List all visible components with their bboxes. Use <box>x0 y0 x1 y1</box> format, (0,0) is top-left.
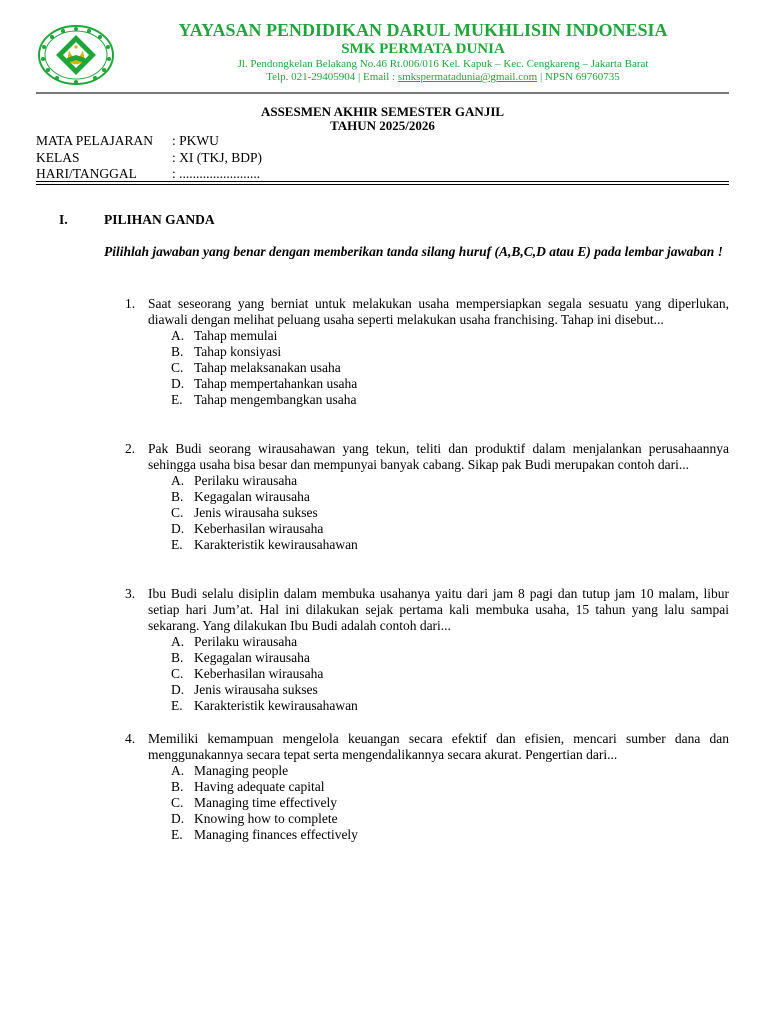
exam-title-line-1: ASSESMEN AKHIR SEMESTER GANJIL <box>260 104 505 119</box>
option-text: Tahap melaksanakan usaha <box>194 360 341 375</box>
option-e <box>171 537 729 553</box>
identity-label: KELAS <box>36 149 80 165</box>
option-e <box>171 698 729 714</box>
option-letter: D. <box>171 376 185 391</box>
letterhead-divider <box>36 92 729 94</box>
option-letter: C. <box>171 360 184 375</box>
option-a <box>171 763 729 779</box>
identity-label: MATA PELAJARAN <box>36 133 154 148</box>
option-list <box>171 473 729 553</box>
letterhead <box>118 20 728 84</box>
option-letter: B. <box>171 489 184 504</box>
school-contact <box>118 71 728 84</box>
option-text: Kegagalan wirausaha <box>194 489 310 504</box>
option-text: Kegagalan wirausaha <box>194 650 310 665</box>
option-letter: B. <box>171 650 184 665</box>
option-letter: A. <box>171 473 185 488</box>
option-text: Tahap mempertahankan usaha <box>194 376 358 391</box>
option-text: Jenis wirausaha sukses <box>194 505 318 520</box>
option-letter: C. <box>171 666 184 681</box>
option-c <box>171 795 729 811</box>
section-number: I. <box>59 212 68 227</box>
school-crest-icon <box>37 25 115 85</box>
school-address: Jl. Pendongkelan Belakang No.46 Rt.006/016 Kel. Kapuk – Kec. Cengkareng – Jakarta Barat <box>237 58 649 70</box>
option-b <box>171 779 729 795</box>
question-text: Ibu Budi selalu disiplin dalam membuka usahanya yaitu dari jam 8 pagi dan tutup jam 10 malam, libur setiap hari Jum’at. Hal ini dilakukan sejak pertama kali membuka usaha, 15 tahun yang lalu sampai sekarang. Yang dilakukan Ibu Budi adalah contoh dari... <box>148 586 729 633</box>
identity-divider <box>36 184 729 185</box>
option-a <box>171 634 729 650</box>
question-text: Saat seseorang yang berniat untuk melakukan usaha mempersiapkan segala sesuatu yang diperlukan, diawali dengan melihat peluang usaha seperti melakukan usaha franchising. Tahap ini disebut... <box>148 296 729 327</box>
option-text: Managing finances effectively <box>194 827 358 842</box>
option-c <box>171 505 729 521</box>
option-letter: D. <box>171 682 185 697</box>
option-text: Keberhasilan wirausaha <box>194 521 324 536</box>
identity-value: : XI (TKJ, BDP) <box>172 149 262 165</box>
option-c <box>171 360 729 376</box>
option-text: Jenis wirausaha sukses <box>194 682 318 697</box>
question-number: 4. <box>125 731 136 746</box>
option-letter: A. <box>171 763 185 778</box>
contact-email-link[interactable]: smkspermatadunia@gmail.com <box>397 71 538 83</box>
identity-value: : ........................ <box>172 166 261 181</box>
option-a <box>171 328 729 344</box>
option-letter: D. <box>171 521 185 536</box>
option-b <box>171 344 729 360</box>
question-number: 2. <box>125 441 136 456</box>
option-list <box>171 763 729 843</box>
option-letter: D. <box>171 811 185 826</box>
option-text: Tahap konsiyasi <box>194 344 282 359</box>
option-letter: B. <box>171 344 184 359</box>
option-e <box>171 392 729 408</box>
identity-label: HARI/TANGGAL <box>36 166 137 181</box>
option-d <box>171 682 729 698</box>
option-d <box>171 521 729 537</box>
option-a <box>171 473 729 489</box>
option-text: Keberhasilan wirausaha <box>194 666 324 681</box>
question-number: 3. <box>125 586 136 601</box>
section-title: PILIHAN GANDA <box>104 212 215 227</box>
option-letter: A. <box>171 634 185 649</box>
question-number: 1. <box>125 296 136 311</box>
contact-phone: Telp. 021-29405904 | Email : <box>266 71 398 83</box>
option-letter: E. <box>171 392 183 407</box>
question-2 <box>125 441 729 553</box>
option-e <box>171 827 729 843</box>
option-b <box>171 650 729 666</box>
question-1 <box>125 296 729 408</box>
option-text: Managing time effectively <box>194 795 337 810</box>
option-list <box>171 634 729 714</box>
option-text: Tahap mengembangkan usaha <box>194 392 357 407</box>
option-b <box>171 489 729 505</box>
question-text: Pak Budi seorang wirausahawan yang tekun, teliti dan produktif dalam menjalankan perusahaannya sehingga usaha bisa besar dan mempunyai banyak cabang. Sikap pak Budi merupakan contoh dari... <box>148 441 729 472</box>
option-letter: E. <box>171 698 183 713</box>
option-text: Karakteristik kewirausahawan <box>194 537 358 552</box>
option-text: Perilaku wirausaha <box>194 473 298 488</box>
option-letter: A. <box>171 328 185 343</box>
question-3 <box>125 586 729 714</box>
option-text: Karakteristik kewirausahawan <box>194 698 358 713</box>
option-text: Knowing how to complete <box>194 811 338 826</box>
option-c <box>171 666 729 682</box>
option-text: Tahap memulai <box>194 328 278 343</box>
option-list <box>171 328 729 408</box>
option-text: Having adequate capital <box>194 779 325 794</box>
school-name: SMK PERMATA DUNIA <box>341 41 505 57</box>
option-letter: B. <box>171 779 184 794</box>
option-d <box>171 376 729 392</box>
option-d <box>171 811 729 827</box>
option-text: Managing people <box>194 763 289 778</box>
question-4 <box>125 731 729 843</box>
option-letter: E. <box>171 827 183 842</box>
contact-npsn: | NPSN 69760735 <box>537 71 620 83</box>
section-instruction: Pilihlah jawaban yang benar dengan memberikan tanda silang huruf (A,B,C,D atau E) pada lembar jawaban ! <box>104 244 723 259</box>
exam-title <box>36 105 729 133</box>
question-text: Memiliki kemampuan mengelola keuangan secara efektif dan efisien, mencari sumber dana dan menggunakannya secara tepat serta mengendalikannya secara akurat. Pengertian dari... <box>148 731 729 762</box>
option-letter: C. <box>171 795 184 810</box>
option-letter: C. <box>171 505 184 520</box>
exam-title-line-2: TAHUN 2025/2026 <box>330 118 435 133</box>
foundation-name: YAYASAN PENDIDIKAN DARUL MUKHLISIN INDONESIA <box>178 20 668 40</box>
option-letter: E. <box>171 537 183 552</box>
identity-value: : PKWU <box>172 133 219 148</box>
option-text: Perilaku wirausaha <box>194 634 298 649</box>
identity-divider <box>36 181 729 182</box>
